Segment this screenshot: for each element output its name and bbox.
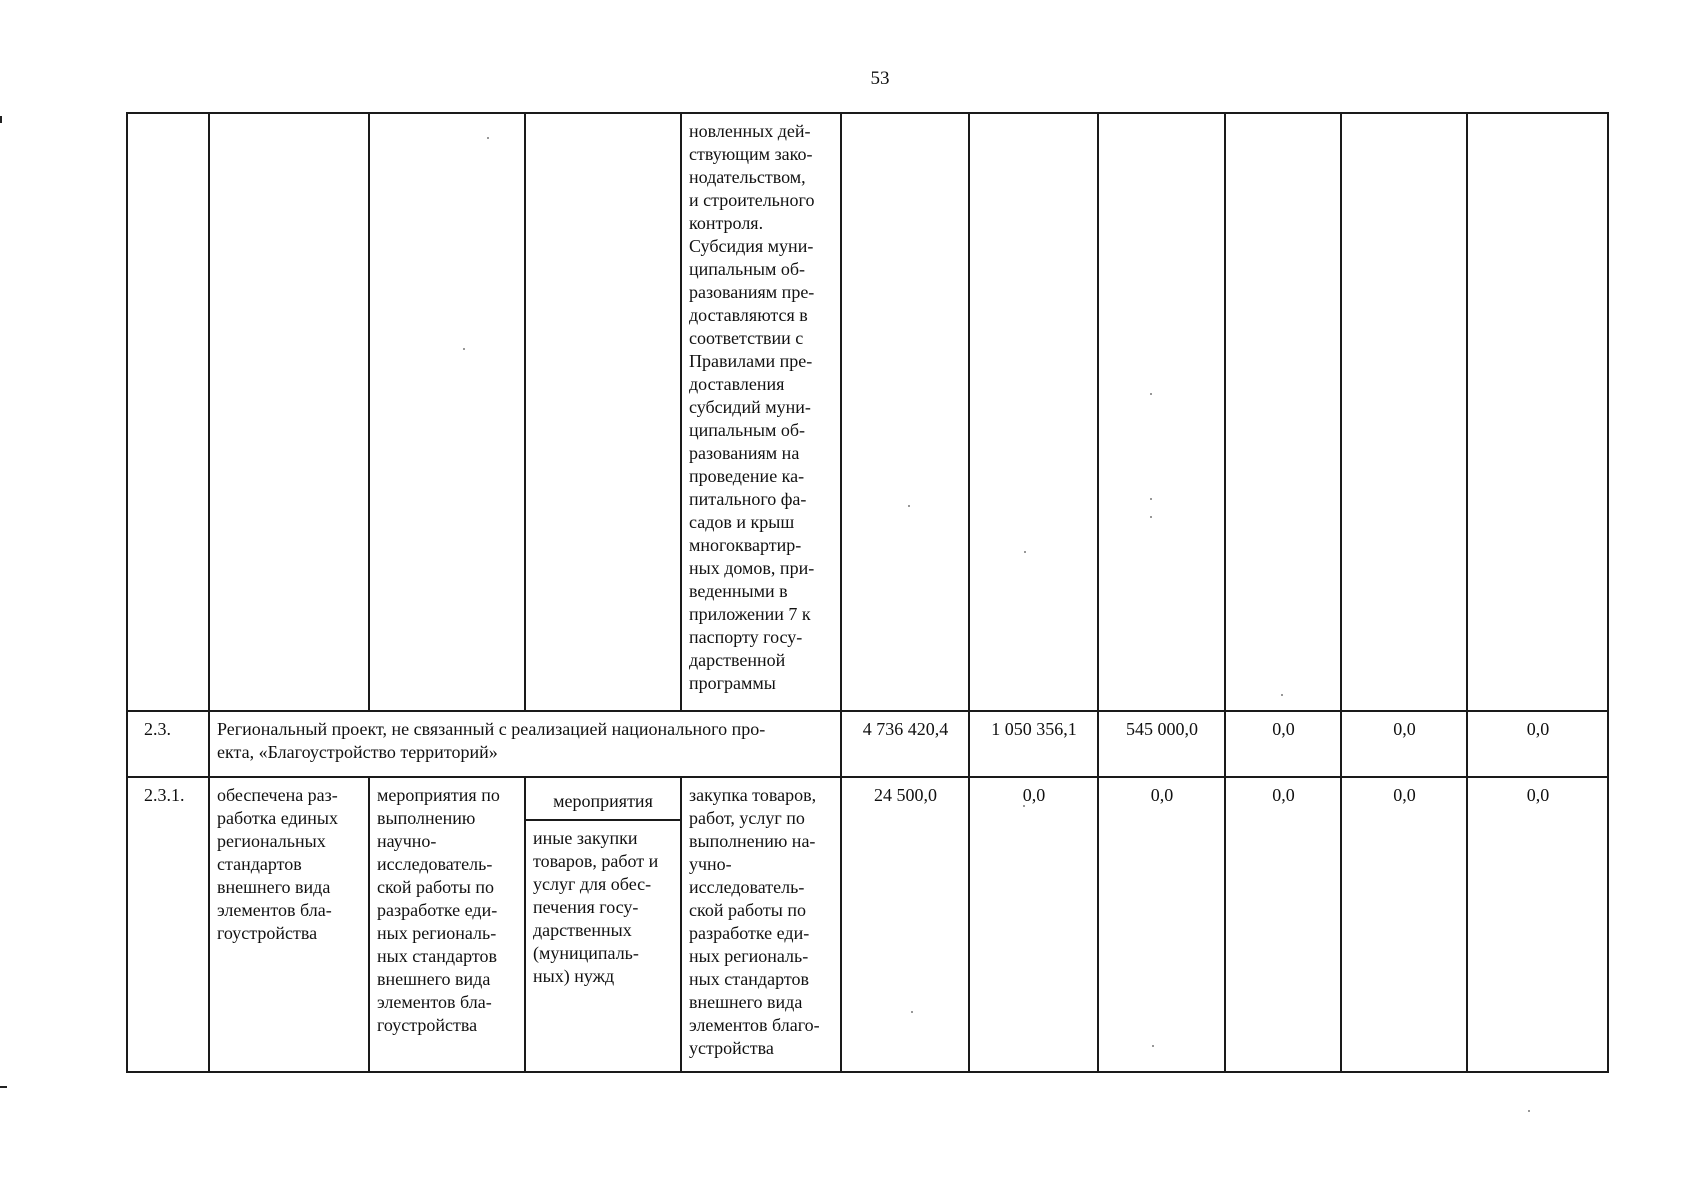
value-cell: 545 000,0: [1098, 711, 1225, 777]
value-cell: 0,0: [1341, 711, 1467, 777]
value-cell: 1 050 356,1: [969, 711, 1098, 777]
scan-speck: [1150, 516, 1152, 518]
scan-speck: [908, 505, 910, 507]
cell-number: [127, 113, 209, 711]
value-cell: 0,0: [1225, 777, 1341, 1072]
cell-result: [209, 777, 369, 1072]
cell-type: [525, 777, 681, 1072]
activity-text: мероприятия по выполнению научно- исследователь- ской работы по разработке еди- ных региональ- ных стандартов внешнего вида элементов бла- гоустройства: [377, 785, 500, 1035]
cell-description: [681, 777, 841, 1072]
scan-speck: [463, 348, 465, 350]
table-row-continuation: [127, 113, 1608, 711]
cell-result: [209, 113, 369, 711]
scan-speck: [487, 137, 489, 139]
scan-speck: [1528, 1110, 1530, 1112]
value-cell: 0,0: [1341, 777, 1467, 1072]
scan-speck: [1024, 551, 1026, 553]
scan-speck: [1152, 1045, 1154, 1047]
value-cell: 0,0: [1098, 777, 1225, 1072]
cell-value-6: [1467, 113, 1608, 711]
value-cell: 0,0: [1225, 711, 1341, 777]
table-row-2-3-1: [127, 777, 1608, 1072]
table-row-2-3: [127, 711, 1608, 777]
description-text: новленных дей- ствующим зако- нодательством, и строительного контроля. Субсидия муни- ципальным об- разованиям пре- доставляются в соответствии с Правилами пре- доставления субсидий муни- ципальным об- разованиям на проведение ка- питального фа- садов и крыш многоквартир- ных домов, при- веденными в приложении 7 к паспорту госу- дарственной программы: [689, 121, 815, 693]
value-cell: 0,0: [1467, 777, 1608, 1072]
margin-mark-bottom: [0, 1086, 7, 1088]
type-detail: иные закупки товаров, работ и услуг для обес- печения госу- дарственных (муниципаль- ных) нужд: [533, 828, 659, 986]
project-title-text: Региональный проект, не связанный с реализацией национального про- екта, «Благоустройство территорий»: [217, 719, 766, 762]
scan-speck: [1281, 694, 1283, 696]
page-number: 53: [870, 68, 890, 89]
project-title: [209, 711, 841, 777]
cell-activity: [369, 113, 525, 711]
value-cell: 4 736 420,4: [841, 711, 969, 777]
value-cell: 0,0: [1467, 711, 1608, 777]
value-cell: 24 500,0: [841, 777, 969, 1072]
cell-value-3: [1098, 113, 1225, 711]
cell-value-5: [1341, 113, 1467, 711]
scan-speck: [911, 1011, 913, 1013]
row-number: 2.3.: [127, 711, 209, 777]
type-header: мероприятия: [526, 778, 680, 821]
result-text: обеспечена раз- работка единых региональных стандартов внешнего вида элементов бла- гоустройства: [217, 785, 339, 943]
cell-value-4: [1225, 113, 1341, 711]
cell-value-1: [841, 113, 969, 711]
margin-mark-top: [0, 116, 2, 123]
scan-speck: [1023, 805, 1025, 807]
value-cell: 0,0: [969, 777, 1098, 1072]
cell-type: [525, 113, 681, 711]
description-text: закупка товаров, работ, услуг по выполнению на- учно- исследователь- ской работы по разработке еди- ных региональ- ных стандартов внешнего вида элементов благо- устройства: [689, 785, 820, 1058]
scan-speck: [1150, 393, 1152, 395]
scan-speck: [1150, 498, 1152, 500]
cell-description: [681, 113, 841, 711]
cell-value-2: [969, 113, 1098, 711]
row-number: 2.3.1.: [127, 777, 209, 1072]
program-activities-table: [126, 112, 1609, 1073]
cell-activity: [369, 777, 525, 1072]
